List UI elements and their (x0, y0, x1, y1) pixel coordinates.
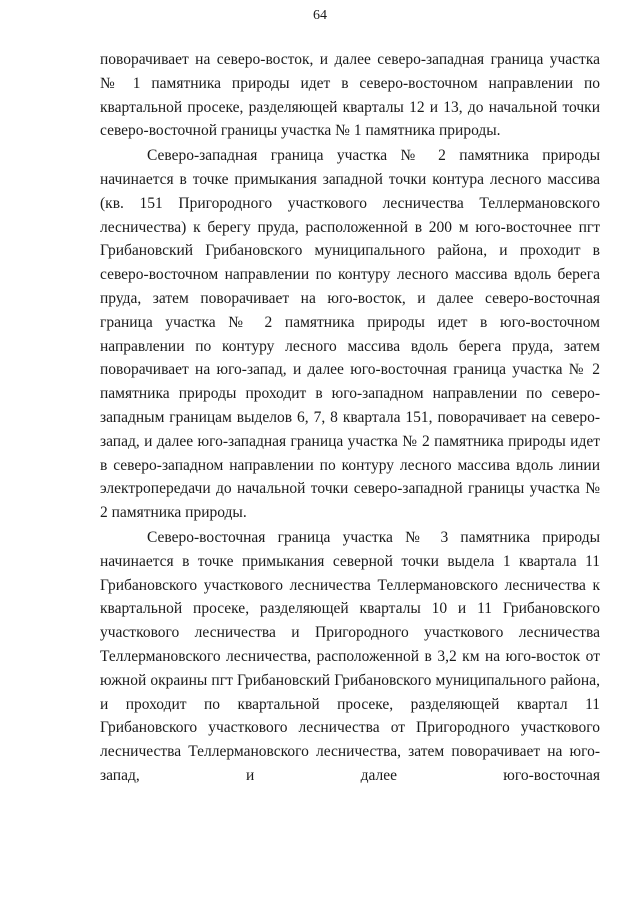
document-body (100, 48, 600, 788)
paragraph-site-2: Северо-западная граница участка № 2 памятника природы начинается в точке примыкания западной точки контура лесного массива (кв. 151 Пригородного участкового лесничества Теллермановского лесничества) к берегу пруда, расположенной в 200 м юго-восточнее пгт Грибановский Грибановского муниципального района, и проходит в северо-восточном направлении по контуру лесного массива вдоль берега пруда, затем поворачивает на юго-восток, и далее северо-восточная граница участка № 2 памятника природы идет в юго-восточном направлении по контуру лесного массива вдоль берега пруда, затем поворачивает на юго-запад, и далее юго-восточная граница участка № 2 памятника природы проходит в юго-западном направлении по северо-западным границам выделов 6, 7, 8 квартала 151, поворачивает на северо-запад, и далее юго-западная граница участка № 2 памятника природы идет в северо-западном направлении по контуру лесного массива вдоль линии электропередачи до начальной точки северо-западной границы участка № 2 памятника природы. (100, 147, 600, 522)
page-number: 64 (313, 8, 327, 23)
paragraph-site-3: Северо-восточная граница участка № 3 памятника природы начинается в точке примыкания северной точки выдела 1 квартала 11 Грибановского участкового лесничества Теллермановского лесничества к квартальной просеке, разделяющей кварталы 10 и 11 Грибановского участкового лесничества и Пригородного участкового лесничества Теллермановского лесничества, расположенной в 3,2 км на юго-восток от южной окраины пгт Грибановский Грибановского муниципального района, и проходит по квартальной просеке, разделяющей квартал 11 Грибановского участкового лесничества от Пригородного участкового лесничества Теллермановского лесничества, затем поворачивает на юго-запад, и далее юго-восточная (100, 528, 600, 784)
paragraph-continuation: поворачивает на северо-восток, и далее северо-западная граница участка № 1 памятника природы идет в северо-восточном направлении по квартальной просеке, разделяющей кварталы 12 и 13, до начальной точки северо-восточной границы участка № 1 памятника природы. (100, 51, 600, 140)
